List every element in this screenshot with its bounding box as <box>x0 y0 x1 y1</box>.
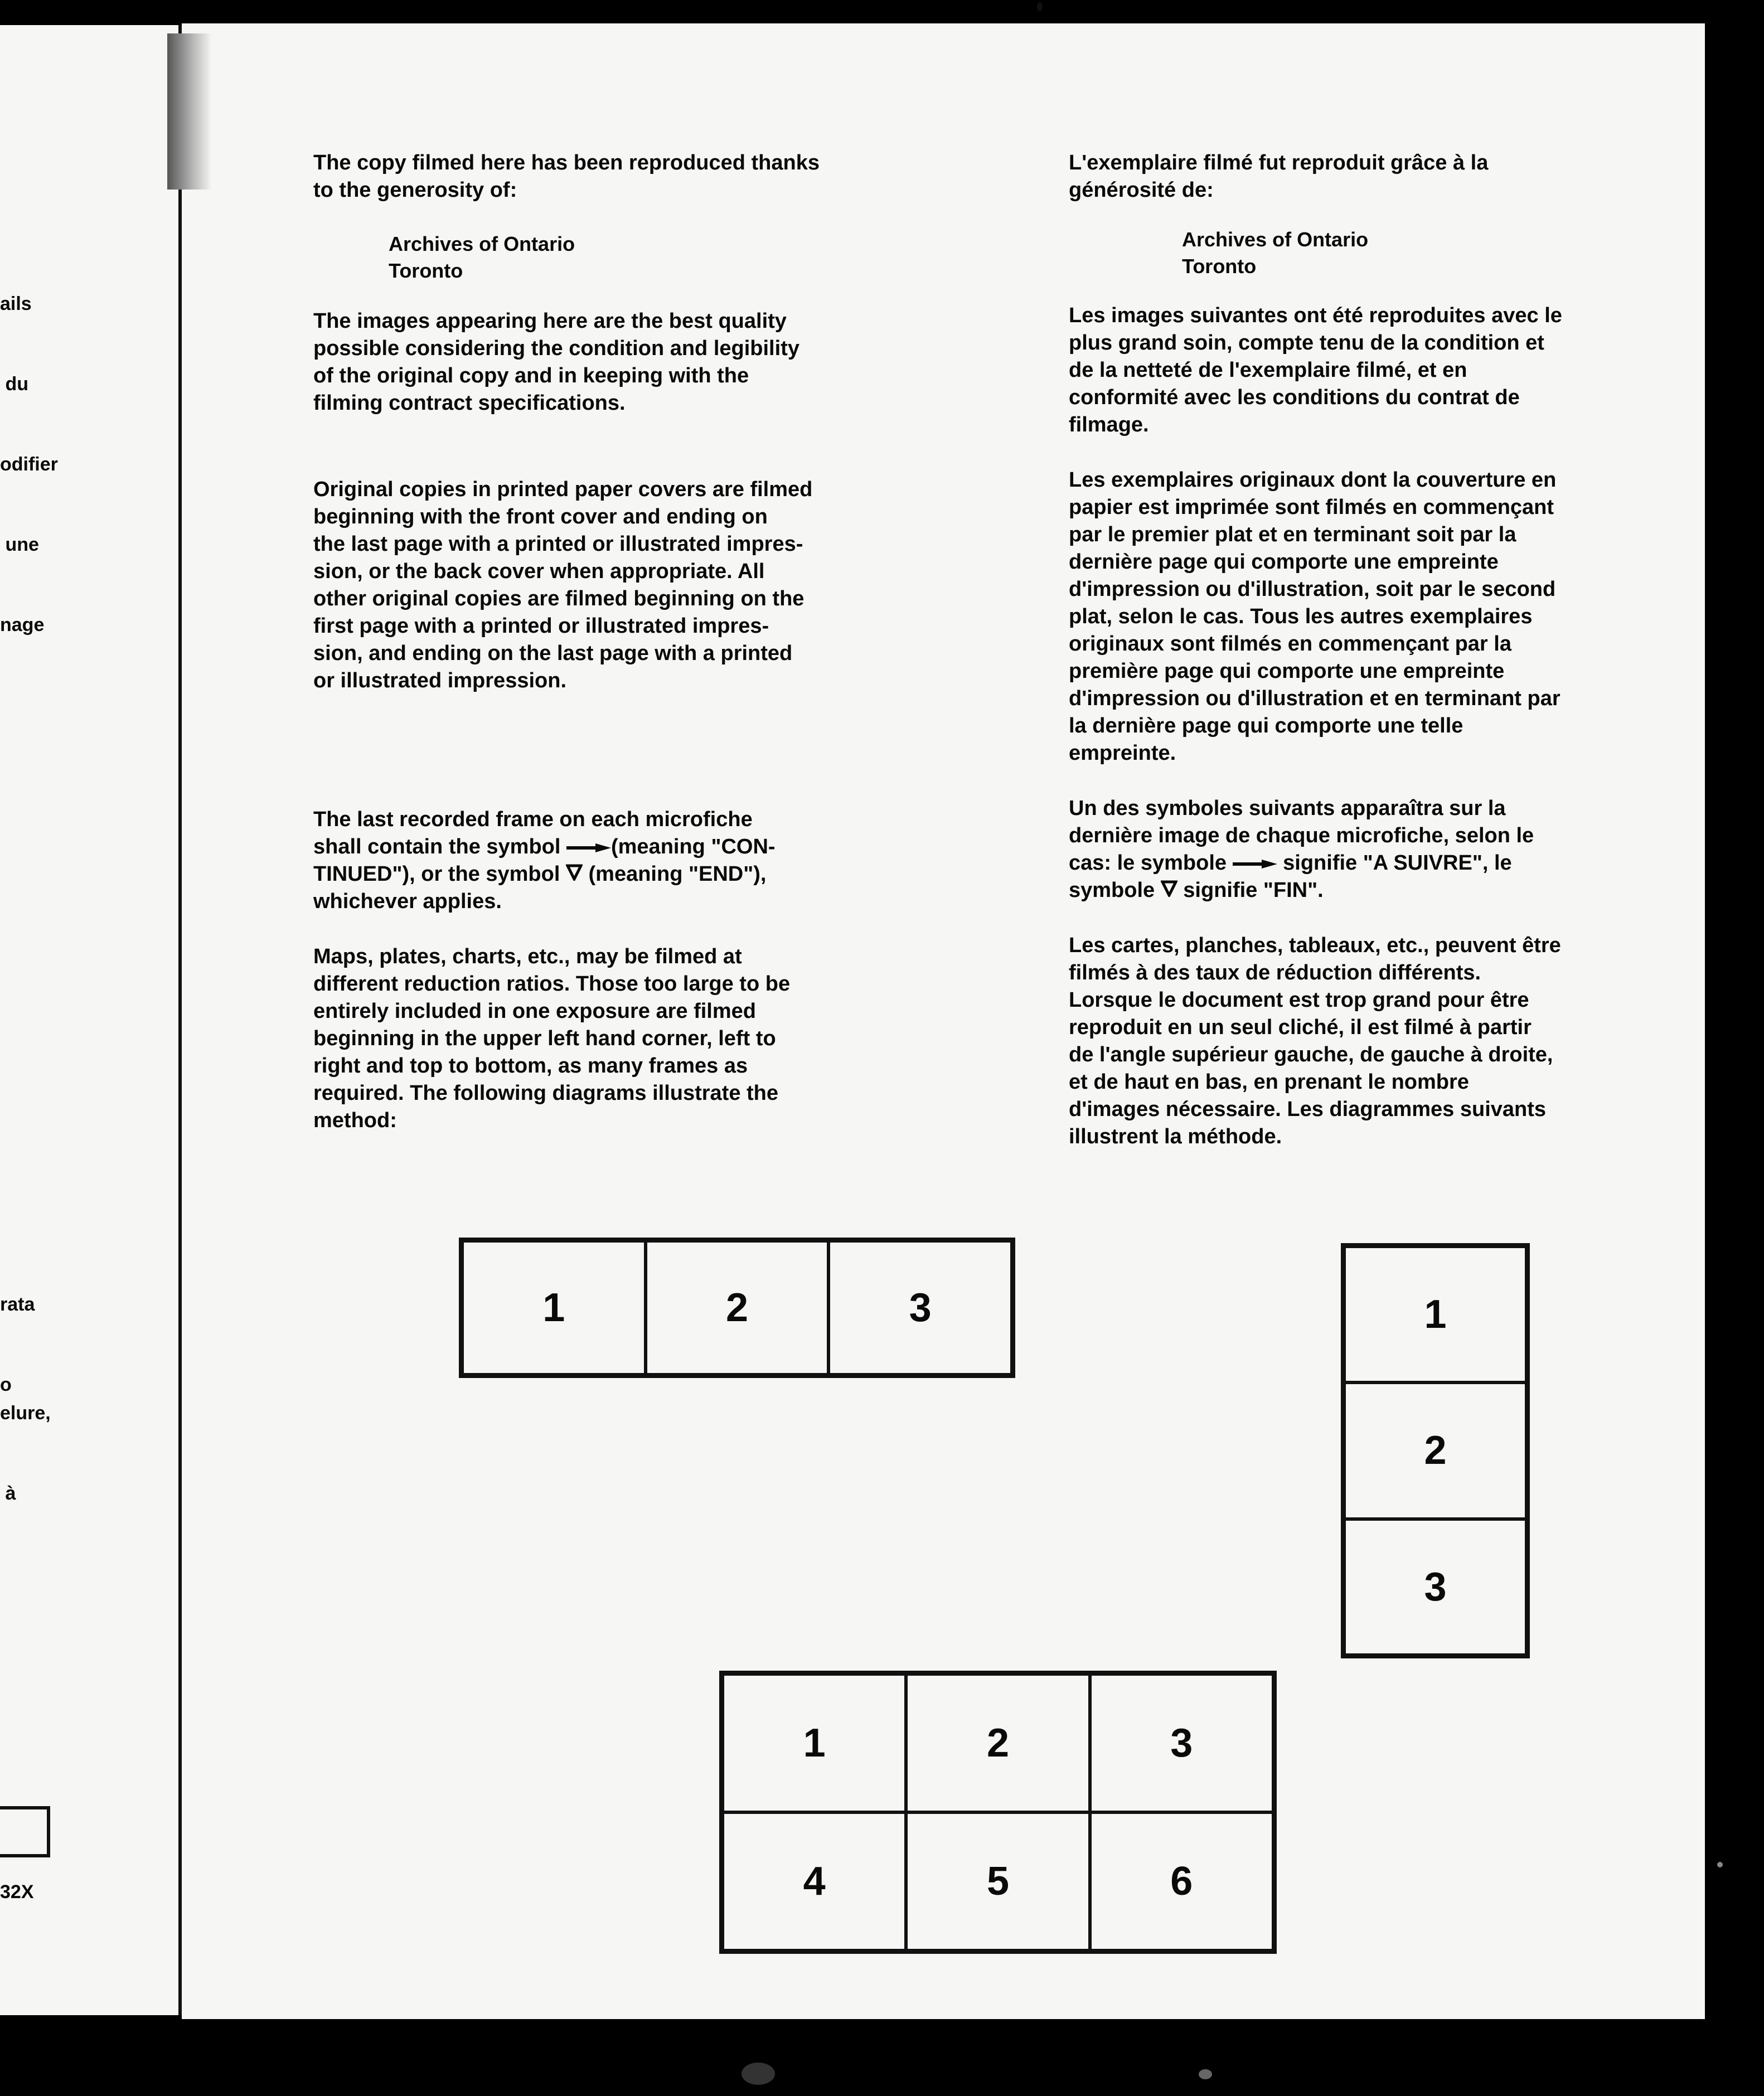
fragment-text-lower: elure, à <box>0 1403 51 1504</box>
french-paragraph-maps: Les cartes, planches, tableaux, etc., peuvent être filmés à des taux de réduction différents. Lorsque le document est trop grand pour être reproduit en un seul cliché, il est filmé à partir de l'angle supérieur gauche, de gauche à droite, et de haut en bas, en prenant le nombre d'images nécessaire. Les diagrammes suivants illustrent la méthode. <box>1069 934 1561 1148</box>
film-speck <box>1717 1862 1723 1867</box>
diagram-row-of-three <box>459 1238 1015 1378</box>
french-institution: Archives of Ontario Toronto <box>1182 228 1369 278</box>
adjacent-page-fragment <box>0 25 182 2015</box>
diagram-frame: 3 <box>1090 1674 1273 1812</box>
fragment-text-middle: rata o <box>0 1294 35 1395</box>
diagram-frame: 2 <box>646 1241 829 1375</box>
page-fold-shadow <box>167 33 212 190</box>
diagram-frame: 3 <box>828 1241 1012 1375</box>
diagram-frame: 6 <box>1090 1812 1273 1951</box>
diagram-frame: 4 <box>723 1812 906 1951</box>
diagram-frame: 1 <box>462 1241 646 1375</box>
french-column <box>1069 149 1710 1151</box>
diagram-frame: 3 <box>1344 1519 1526 1655</box>
diagram-column-of-three <box>1341 1243 1530 1658</box>
diagram-frame: 1 <box>1344 1246 1526 1382</box>
english-intro: The copy filmed here has been reproduced thanks to the generosity of: <box>313 151 820 202</box>
french-paragraph-covers: Les exemplaires originaux dont la couverture en papier est imprimée sont filmés en commençant par le premier plat et en terminant soit par la dernière page qui comporte une empreinte d'impression ou d'illustration, soit par le second plat, selon le cas. Tous les autres exemplaires originaux sont filmés en commençant par la première page qui comporte une empreinte d'impression ou d'illustration et en terminant par la dernière page qui comporte une telle empreinte. <box>1069 468 1561 765</box>
fragment-box <box>0 1806 50 1857</box>
english-paragraph-quality: The images appearing here are the best quality possible considering the condition and legibility of the original copy and in keeping with the filming contract specifications. <box>313 309 799 415</box>
film-speck <box>742 2063 775 2085</box>
english-paragraph-symbols: The last recorded frame on each microfiche shall contain the symbol (meaning "CON- TINUED"), or the symbol (meaning "END"), whichever applies. <box>313 808 776 913</box>
diagram-frame: 2 <box>906 1674 1089 1812</box>
fragment-reduction-label: 32X <box>0 1881 34 1903</box>
film-speck <box>1037 2 1043 11</box>
fragment-text-top: ails du odifier une nage <box>0 293 58 635</box>
end-triangle-icon <box>566 864 583 881</box>
diagram-frame: 5 <box>906 1812 1089 1951</box>
fin-triangle-icon <box>1161 880 1177 897</box>
english-institution: Archives of Ontario Toronto <box>389 232 575 282</box>
english-paragraph-maps: Maps, plates, charts, etc., may be filmed at different reduction ratios. Those too large to be entirely included in one exposure are filmed beginning in the upper left hand corner, left to right and top to bottom, as many frames as required. The following diagrams illustrate the method: <box>313 945 791 1132</box>
continued-arrow-icon <box>566 842 611 853</box>
diagram-frame: 2 <box>1344 1382 1526 1518</box>
french-paragraph-symbols: Un des symboles suivants apparaîtra sur la dernière image de chaque microfiche, selon le cas: le symbole signifie "A SUIVRE", le symbole signifie "FIN". <box>1069 797 1534 902</box>
a-suivre-arrow-icon <box>1233 858 1277 870</box>
english-paragraph-covers: Original copies in printed paper covers are filmed beginning with the front cover and ending on the last page with a printed or illustrated impres- sion, or the back cover when appropriate. All other original copies are filmed beginning on the first page with a printed or illustrated impres- sion, and ending on the last page with a printed or illustrated impression. <box>313 478 813 692</box>
french-intro: L'exemplaire filmé fut reproduit grâce à la générosité de: <box>1069 151 1489 202</box>
diagram-frame: 1 <box>723 1674 906 1812</box>
diagram-grid-of-six <box>719 1671 1277 1954</box>
french-paragraph-quality: Les images suivantes ont été reproduites avec le plus grand soin, compte tenu de la condition et de la netteté de l'exemplaire filmé, et en conformité avec les conditions du contrat de filmage. <box>1069 304 1562 436</box>
english-column <box>313 149 954 1134</box>
film-speck <box>1199 2069 1212 2079</box>
